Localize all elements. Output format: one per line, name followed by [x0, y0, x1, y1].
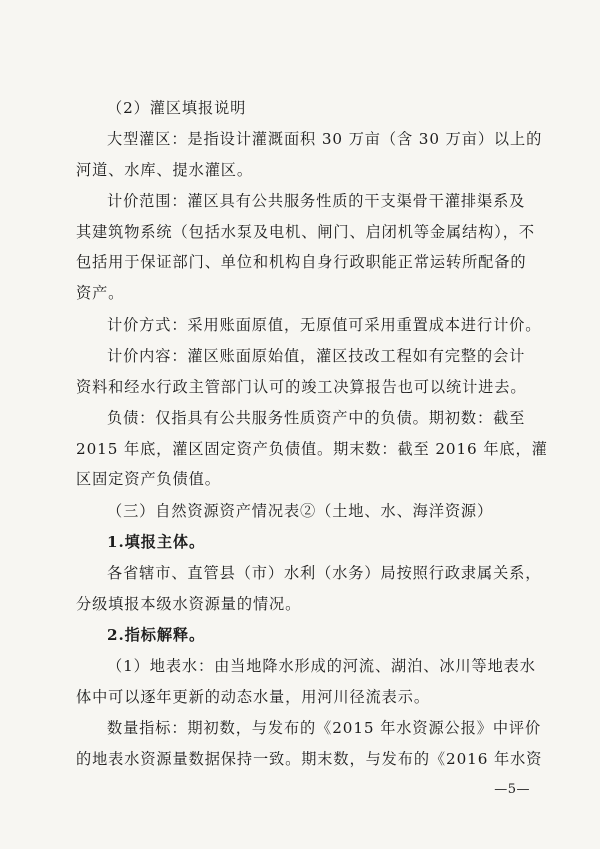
- text-line: 资料和经水行政主管部门认可的竣工决算报告也可以统计进去。: [76, 377, 527, 396]
- text-line: （1）地表水：由当地降水形成的河流、湖泊、冰川等地表水: [107, 657, 536, 675]
- subsection-heading: 1.填报主体。: [107, 533, 206, 551]
- text-line: 分级填报本级水资源量的情况。: [76, 594, 302, 613]
- paragraph-1: [76, 93, 528, 124]
- text-line: 体中可以逐年更新的动态水量，用河川径流表示。: [76, 687, 430, 706]
- paragraph-4: [76, 310, 542, 341]
- paragraph-8: [76, 527, 528, 558]
- text-line: 资产。: [76, 283, 125, 302]
- paragraph-9: [76, 558, 542, 619]
- paragraph-11: [76, 651, 536, 712]
- paragraph-10: [76, 620, 528, 651]
- page-number: —5—: [494, 782, 530, 797]
- paragraph-2: [76, 124, 543, 185]
- text-line: （2）灌区填报说明: [107, 99, 247, 117]
- text-line: 区固定资产负债值。: [76, 470, 221, 489]
- text-line: 2015 年底，灌区固定资产负债值。期末数：截至 2016 年底，灌: [76, 439, 548, 458]
- text-line: 数量指标：期初数，与发布的《2015 年水资源公报》中评价: [107, 719, 542, 737]
- text-line: 的地表水资源量数据保持一致。期末数，与发布的《2016 年水资: [76, 749, 543, 768]
- paragraph-3: [76, 186, 535, 308]
- text-line: 计价范围：灌区具有公共服务性质的干支渠骨干灌排渠系及: [107, 192, 526, 210]
- text-line: 计价内容：灌区账面原始值，灌区技改工程如有完整的会计: [107, 347, 526, 365]
- text-line: 计价方式：采用账面原值，无原值可采用重置成本进行计价。: [107, 316, 542, 334]
- text-line: 河道、水库、提水灌区。: [76, 160, 253, 179]
- paragraph-6: [76, 403, 548, 495]
- paragraph-12: [76, 713, 543, 774]
- text-line: 大型灌区：是指设计灌溉面积 30 万亩（含 30 万亩）以上的: [107, 130, 543, 148]
- text-line: 包括用于保证部门、单位和机构自身行政职能正常运转所配备的: [76, 253, 527, 272]
- text-line: 负债：仅指具有公共服务性质资产中的负债。期初数：截至: [107, 409, 526, 427]
- paragraph-7: [76, 496, 528, 527]
- subsection-heading: 2.指标解释。: [107, 626, 206, 644]
- text-line: 各省辖市、直管县（市）水利（水务）局按照行政隶属关系，: [107, 564, 542, 582]
- section-heading: （三）自然资源资产情况表②（土地、水、海洋资源）: [107, 502, 494, 520]
- text-line: 其建筑物系统（包括水泵及电机、闸门、启闭机等金属结构），不: [76, 222, 535, 241]
- paragraph-5: [76, 341, 528, 402]
